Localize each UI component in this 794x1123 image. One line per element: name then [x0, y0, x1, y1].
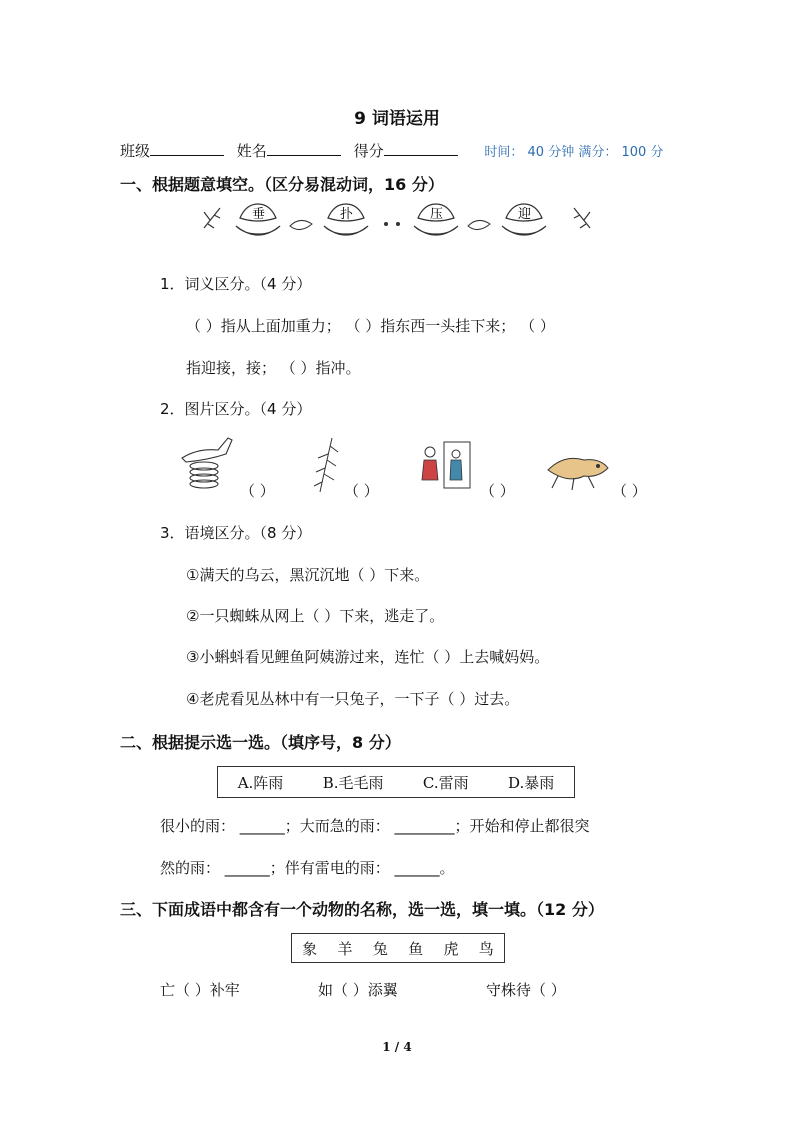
- rain-options-box: [217, 766, 575, 798]
- q2-label: 2．图片区分。（4 分）: [160, 400, 312, 418]
- name-blank[interactable]: [267, 141, 341, 156]
- q1-line1[interactable]: （ ）指从上面加重力； （ ）指东西一头挂下来； （ ）: [186, 317, 555, 335]
- option-b: B.毛毛雨: [322, 773, 384, 792]
- score-blank[interactable]: [384, 141, 458, 156]
- section3-heading: 三、下面成语中都含有一个动物的名称，选一选，填一填。（12 分）: [120, 900, 604, 919]
- animal-3: 兔: [372, 939, 388, 958]
- section2-line1[interactable]: 很小的雨： ______；大而急的雨： ________；开始和停止都很突: [160, 817, 590, 835]
- leaf-icon-2: [468, 220, 490, 229]
- page-number: 1 / 4: [382, 1040, 412, 1054]
- q3-item-2[interactable]: ②一只蜘蛛从网上（ ）下来，逃走了。: [186, 607, 445, 625]
- q2-blank-4[interactable]: （ ）: [612, 482, 647, 500]
- idiom-2[interactable]: 如（ ）添翼: [318, 981, 398, 999]
- banner-word-3: 压: [430, 207, 444, 222]
- idiom-3[interactable]: 守株待（ ）: [486, 981, 566, 999]
- q1-line2[interactable]: 指迎接，接； （ ）指冲。: [186, 359, 361, 377]
- option-a: A.阵雨: [237, 773, 284, 792]
- class-label: 班级: [120, 142, 151, 160]
- page-title: 9 词语运用: [354, 109, 440, 129]
- lotus-banner-illustration: [200, 198, 595, 246]
- animal-6: 鸟: [478, 939, 494, 958]
- q2-blank-1[interactable]: （ ）: [240, 482, 275, 500]
- animal-2: 羊: [337, 939, 353, 958]
- animal-options-box: [291, 933, 505, 963]
- q3-label: 3．语境区分。（8 分）: [160, 524, 312, 542]
- branch-left-icon: [204, 208, 220, 228]
- banner-word-1: 垂: [252, 207, 266, 222]
- q3-item-1[interactable]: ①满天的乌云，黑沉沉地（ ）下来。: [186, 566, 430, 584]
- tiger-pouncing-picture: [544, 448, 612, 492]
- q2-blank-2[interactable]: （ ）: [344, 482, 379, 500]
- animal-1: 象: [302, 939, 318, 958]
- q2-blank-3[interactable]: （ ）: [480, 482, 515, 500]
- welcoming-guests-picture: [416, 440, 472, 492]
- banner-word-4: 迎: [518, 207, 532, 222]
- banner-word-2: 扑: [340, 207, 354, 222]
- score-label: 得分: [353, 142, 384, 160]
- idiom-1[interactable]: 亡（ ）补牢: [160, 981, 240, 999]
- section1-heading: 一、根据题意填空。（区分易混动词，16 分）: [120, 175, 444, 194]
- q3-item-4[interactable]: ④老虎看见丛林中有一只兔子，一下子（ ）过去。: [186, 690, 520, 708]
- branch-right-icon: [574, 208, 590, 228]
- section2-line2[interactable]: 然的雨： ______；伴有雷电的雨： ______。: [160, 859, 455, 877]
- option-d: D.暴雨: [507, 773, 555, 792]
- option-c: C.雷雨: [422, 773, 469, 792]
- time-and-score-info: 时间： 40 分钟 满分： 100 分: [484, 145, 664, 160]
- student-info-line: [120, 140, 663, 161]
- animal-4: 鱼: [408, 939, 424, 958]
- leaf-icon-1: [290, 220, 312, 229]
- class-blank[interactable]: [150, 141, 224, 156]
- name-label: 姓名: [236, 142, 267, 160]
- hand-pressing-spring-picture: [178, 432, 238, 494]
- q3-item-3[interactable]: ③小蝌蚪看见鲤鱼阿姨游过来，连忙（ ）上去喊妈妈。: [186, 648, 550, 666]
- q1-label: 1．词义区分。（4 分）: [160, 275, 312, 293]
- section2-heading: 二、根据提示选一选。（填序号，8 分）: [120, 733, 401, 752]
- animal-5: 虎: [443, 939, 459, 958]
